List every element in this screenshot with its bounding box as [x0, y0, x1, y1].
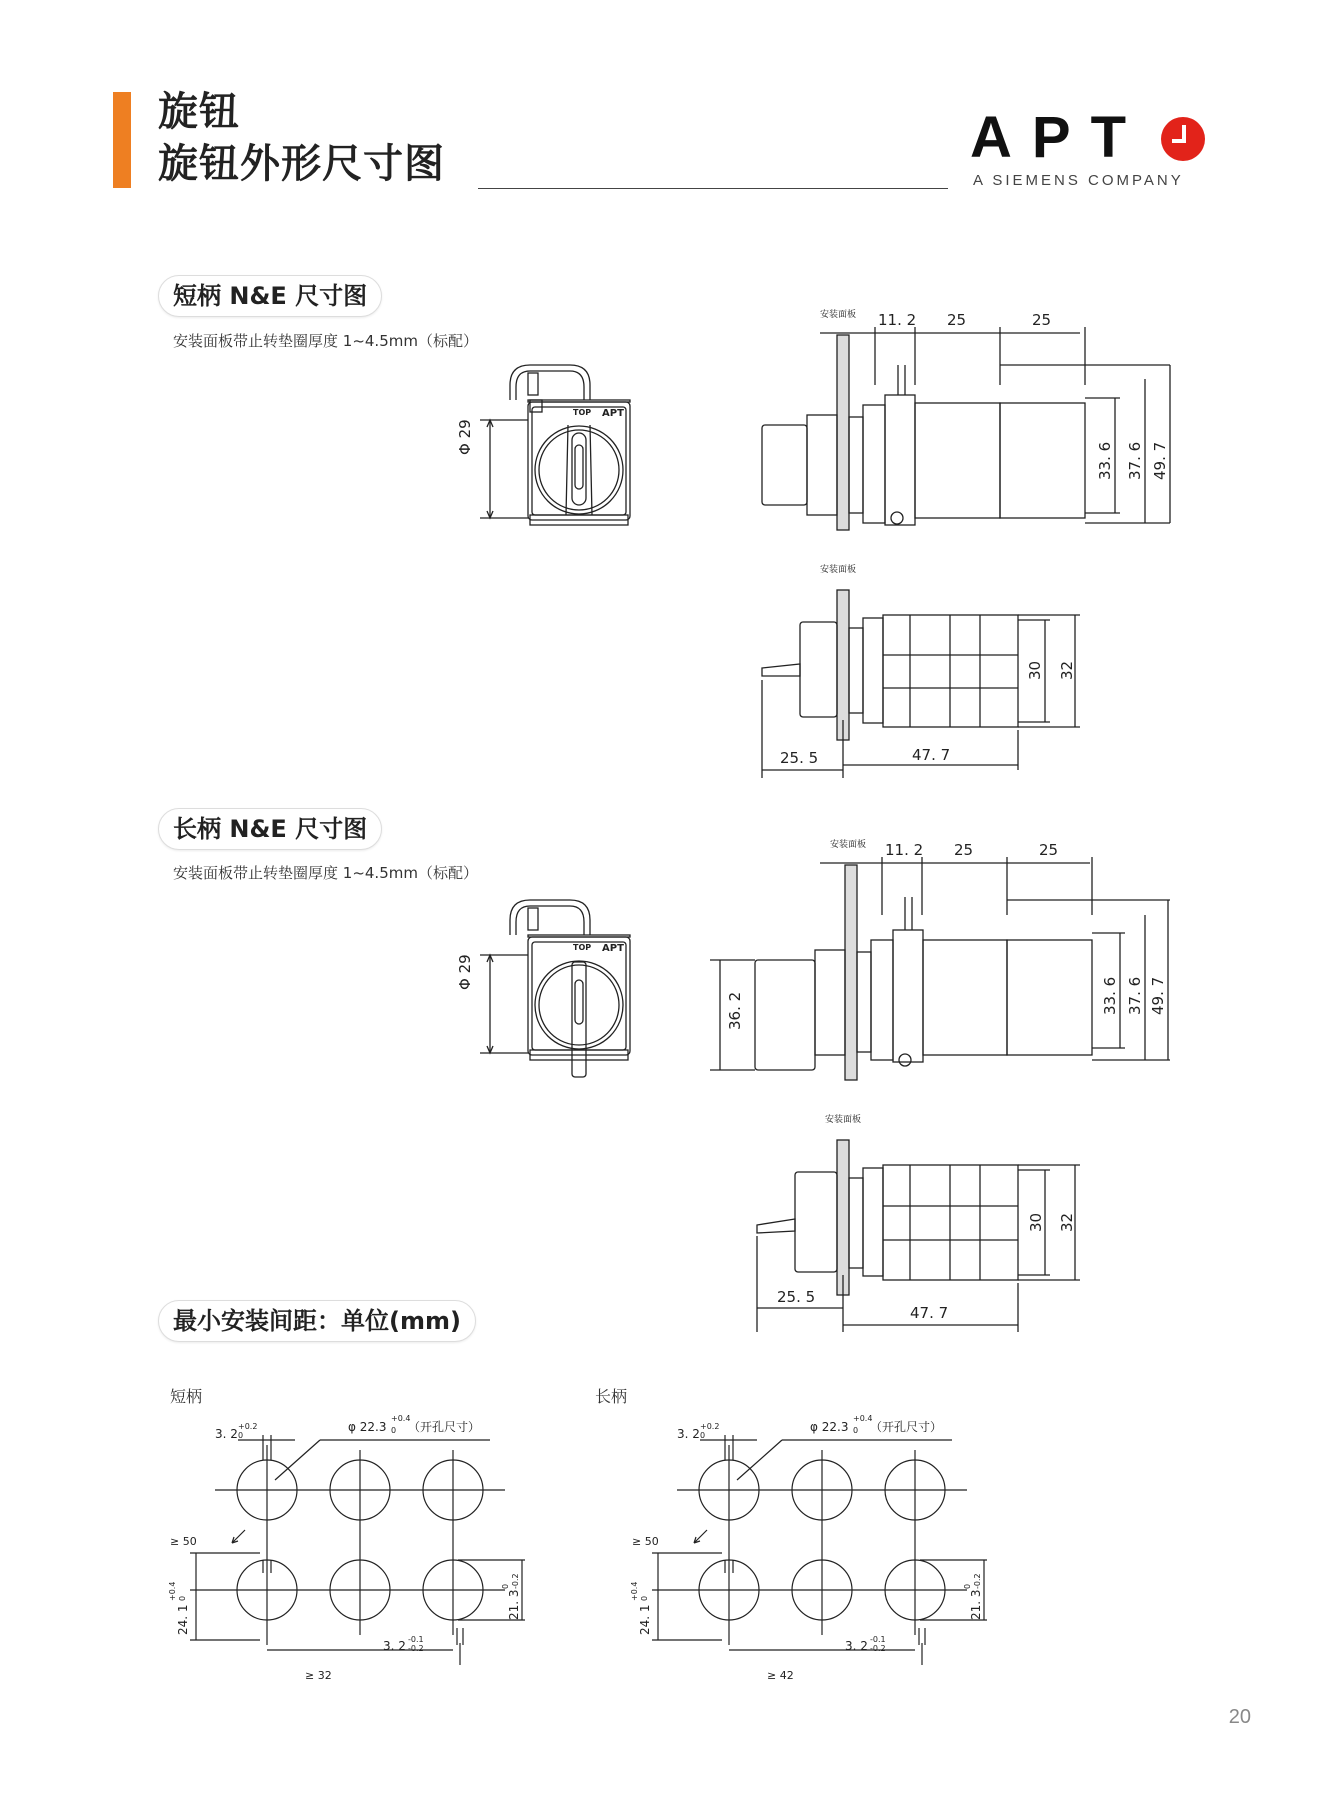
- short-side-d2: 25: [947, 311, 967, 329]
- spacing-left-hole-dia: φ 22.3: [348, 1420, 387, 1434]
- title-divider: [478, 188, 948, 189]
- short-front-view: [450, 355, 650, 540]
- long-top-w1: 25. 5: [777, 1288, 816, 1306]
- long-top-h2: 32: [1058, 1212, 1076, 1232]
- spacing-left-key-depth-tol-bottom: 0: [178, 1595, 187, 1601]
- short-side-d3: 25: [1032, 311, 1052, 329]
- short-side-h3: 49. 7: [1151, 441, 1169, 480]
- spacing-left-vert-spacing: ≥ 50: [170, 1535, 197, 1548]
- spacing-right-key-width: 3. 2: [677, 1427, 700, 1441]
- long-side-d3: 25: [1039, 841, 1059, 859]
- spacing-right-right-depth: 21. 3: [969, 1589, 983, 1620]
- spacing-left-key-width: 3. 2: [215, 1427, 238, 1441]
- spacing-left-hole-tol-bottom: 0: [391, 1426, 397, 1435]
- spacing-right-label: 长柄: [595, 1387, 628, 1406]
- page-title: 旋钮: [158, 89, 240, 135]
- long-handle-note: 安装面板带止转垫圈厚度 1~4.5mm（标配）: [173, 864, 478, 882]
- accent-bar: [113, 92, 131, 188]
- short-side-h2: 37. 6: [1126, 441, 1144, 480]
- page-number: 20: [1228, 1706, 1251, 1728]
- spacing-left-hole-tol-top: +0.4: [391, 1414, 411, 1423]
- apt-logo-mark-icon: [1160, 116, 1206, 162]
- short-side-h1: 33. 6: [1096, 441, 1114, 480]
- short-front-logo-label: APT: [602, 408, 624, 419]
- short-front-dia-label: Φ 29: [456, 419, 474, 455]
- spacing-right-bottom-key-tol-top: -0.1: [870, 1635, 886, 1644]
- long-top-h1: 30: [1027, 1212, 1045, 1232]
- spacing-left-key-depth-tol-top: +0.4: [168, 1581, 177, 1601]
- spacing-right-key-depth-tol-top: +0.4: [630, 1581, 639, 1601]
- long-side-view: [690, 835, 1180, 1095]
- spacing-right-right-depth-tol-bottom: -0.2: [973, 1573, 982, 1589]
- min-spacing-heading: 最小安装间距：单位(mm): [158, 1300, 476, 1342]
- short-top-panel-label: 安装面板: [820, 565, 857, 575]
- spacing-left-right-depth: 21. 3: [507, 1589, 521, 1620]
- spacing-left-key-tol-top: +0.2: [238, 1422, 258, 1431]
- spacing-left-bottom-key-tol-bottom: -0.2: [408, 1644, 424, 1653]
- short-top-w1: 25. 5: [780, 749, 819, 767]
- spacing-left-hole-note: （开孔尺寸）: [408, 1420, 481, 1434]
- spacing-right-hole-note: （开孔尺寸）: [870, 1420, 943, 1434]
- spacing-right-horiz-spacing: ≥ 42: [767, 1669, 794, 1682]
- spacing-left-horiz-spacing: ≥ 32: [305, 1669, 332, 1682]
- long-top-panel-label: 安装面板: [825, 1115, 862, 1125]
- short-side-d1: 11. 2: [878, 311, 917, 329]
- long-front-view: [450, 890, 650, 1085]
- long-side-d1: 11. 2: [885, 841, 924, 859]
- spacing-left-key-tol-bottom: 0: [238, 1431, 244, 1440]
- short-side-panel-label: 安装面板: [820, 310, 857, 320]
- spacing-right-bottom-key-tol-bottom: -0.2: [870, 1644, 886, 1653]
- spacing-left-right-depth-tol-bottom: -0.2: [511, 1573, 520, 1589]
- short-side-view: [750, 305, 1180, 535]
- spacing-right-bottom-key: 3. 2: [845, 1639, 868, 1653]
- short-top-w2: 47. 7: [912, 746, 951, 764]
- short-front-top-label: TOP: [573, 408, 592, 417]
- long-side-panel-label: 安装面板: [830, 840, 867, 850]
- long-front-top-label: TOP: [573, 943, 592, 952]
- long-front-dia-label: Φ 29: [456, 954, 474, 990]
- spacing-right-key-tol-bottom: 0: [700, 1431, 706, 1440]
- spacing-left-diagram: [160, 1395, 560, 1685]
- long-front-logo-label: APT: [602, 943, 624, 954]
- spacing-right-hole-tol-top: +0.4: [853, 1414, 873, 1423]
- long-side-h3: 49. 7: [1149, 976, 1167, 1015]
- short-top-h2: 32: [1058, 660, 1076, 680]
- apt-logo: APT: [970, 105, 1146, 170]
- spacing-right-diagram: [622, 1395, 1022, 1685]
- spacing-right-right-depth-tol-top: 0: [963, 1583, 972, 1589]
- long-side-d2: 25: [954, 841, 974, 859]
- spacing-right-key-depth: 24. 1: [638, 1604, 652, 1635]
- spacing-right-key-depth-tol-bottom: 0: [640, 1595, 649, 1601]
- logo-subtitle: A SIEMENS COMPANY: [973, 172, 1184, 189]
- spacing-left-bottom-key: 3. 2: [383, 1639, 406, 1653]
- short-handle-heading: 短柄 N&E 尺寸图: [158, 275, 382, 317]
- spacing-right-vert-spacing: ≥ 50: [632, 1535, 659, 1548]
- spacing-left-bottom-key-tol-top: -0.1: [408, 1635, 424, 1644]
- spacing-right-hole-dia: φ 22.3: [810, 1420, 849, 1434]
- page-subtitle: 旋钮外形尺寸图: [158, 141, 445, 187]
- spacing-right-hole-tol-bottom: 0: [853, 1426, 859, 1435]
- long-side-hk: 36. 2: [726, 991, 744, 1030]
- spacing-left-right-depth-tol-top: 0: [501, 1583, 510, 1589]
- spacing-right-key-tol-top: +0.2: [700, 1422, 720, 1431]
- spacing-left-label: 短柄: [170, 1387, 203, 1406]
- short-top-view: [750, 560, 1100, 780]
- short-top-h1: 30: [1026, 660, 1044, 680]
- long-side-h2: 37. 6: [1126, 976, 1144, 1015]
- long-side-h1: 33. 6: [1101, 976, 1119, 1015]
- long-top-w2: 47. 7: [910, 1304, 949, 1322]
- spacing-left-key-depth: 24. 1: [176, 1604, 190, 1635]
- long-handle-heading: 长柄 N&E 尺寸图: [158, 808, 382, 850]
- long-top-view: [745, 1110, 1095, 1335]
- short-handle-note: 安装面板带止转垫圈厚度 1~4.5mm（标配）: [173, 332, 478, 350]
